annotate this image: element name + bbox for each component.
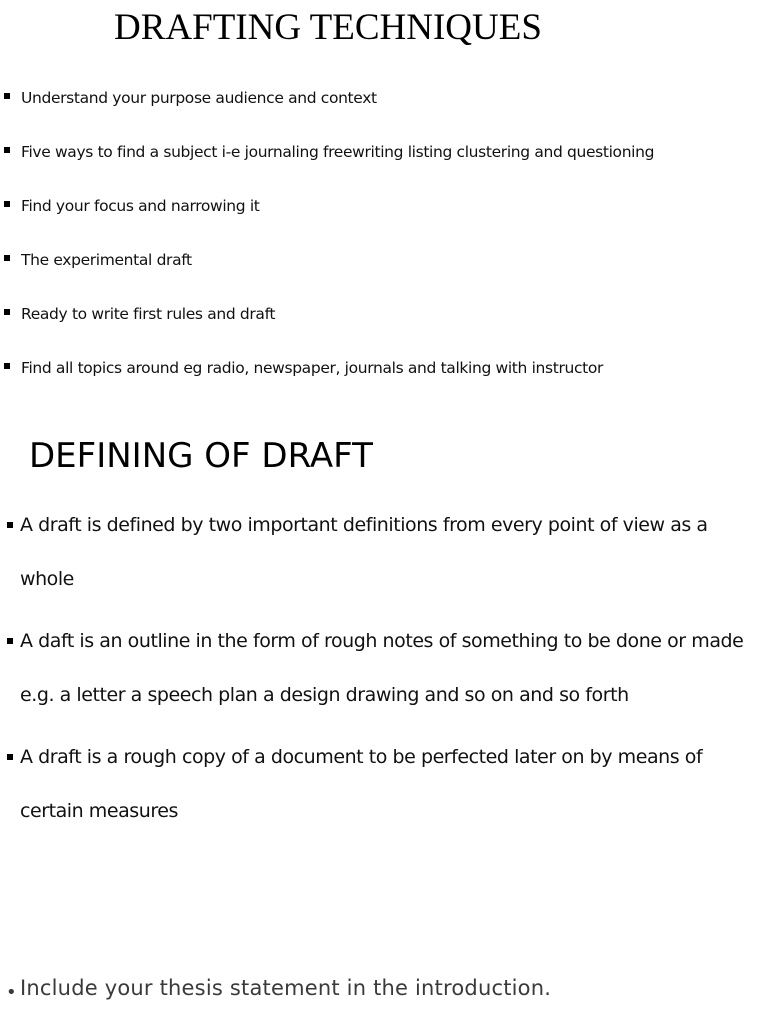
list-item-text: Understand your purpose audience and context [21, 89, 377, 107]
list-item-text: The experimental draft [21, 251, 192, 269]
square-bullet-icon [7, 638, 13, 644]
list-item-text: Find all topics around eg radio, newspaper, journals and talking with instructor [21, 359, 604, 377]
square-bullet-icon [4, 147, 10, 153]
list-item-text: Find your focus and narrowing it [21, 197, 260, 215]
list-item [0, 248, 760, 272]
list-item [0, 628, 760, 736]
square-bullet-icon [4, 93, 10, 99]
drafting-techniques-title: DRAFTING TECHNIQUES [114, 7, 542, 48]
square-bullet-icon [4, 309, 10, 315]
list-item [0, 194, 760, 218]
list-item [0, 302, 760, 326]
list-item [0, 356, 760, 380]
square-bullet-icon [4, 201, 10, 207]
round-bullet-icon: • [6, 982, 17, 1003]
square-bullet-icon [4, 255, 10, 261]
list-item-text: Five ways to find a subject i-e journaling freewriting listing clustering and questioning [21, 143, 655, 161]
list-item-text: A draft is a rough copy of a document to be perfected later on by means of certain measures [20, 746, 703, 822]
list-item-text: A daft is an outline in the form of rough notes of something to be done or made e.g. a letter a speech plan a design drawing and so on and so forth [20, 630, 744, 706]
square-bullet-icon [4, 363, 10, 369]
thesis-note-text: Include your thesis statement in the introduction. [20, 976, 552, 1000]
defining-of-draft-title: DEFINING OF DRAFT [29, 436, 373, 476]
list-item-text: A draft is defined by two important definitions from every point of view as a whole [20, 514, 708, 590]
square-bullet-icon [7, 522, 13, 528]
list-item [0, 512, 760, 620]
list-item [0, 140, 760, 164]
list-item [0, 86, 760, 110]
list-item-text: Ready to write first rules and draft [21, 305, 276, 323]
list-item [0, 744, 760, 852]
square-bullet-icon [7, 754, 13, 760]
thesis-note [0, 974, 760, 1004]
